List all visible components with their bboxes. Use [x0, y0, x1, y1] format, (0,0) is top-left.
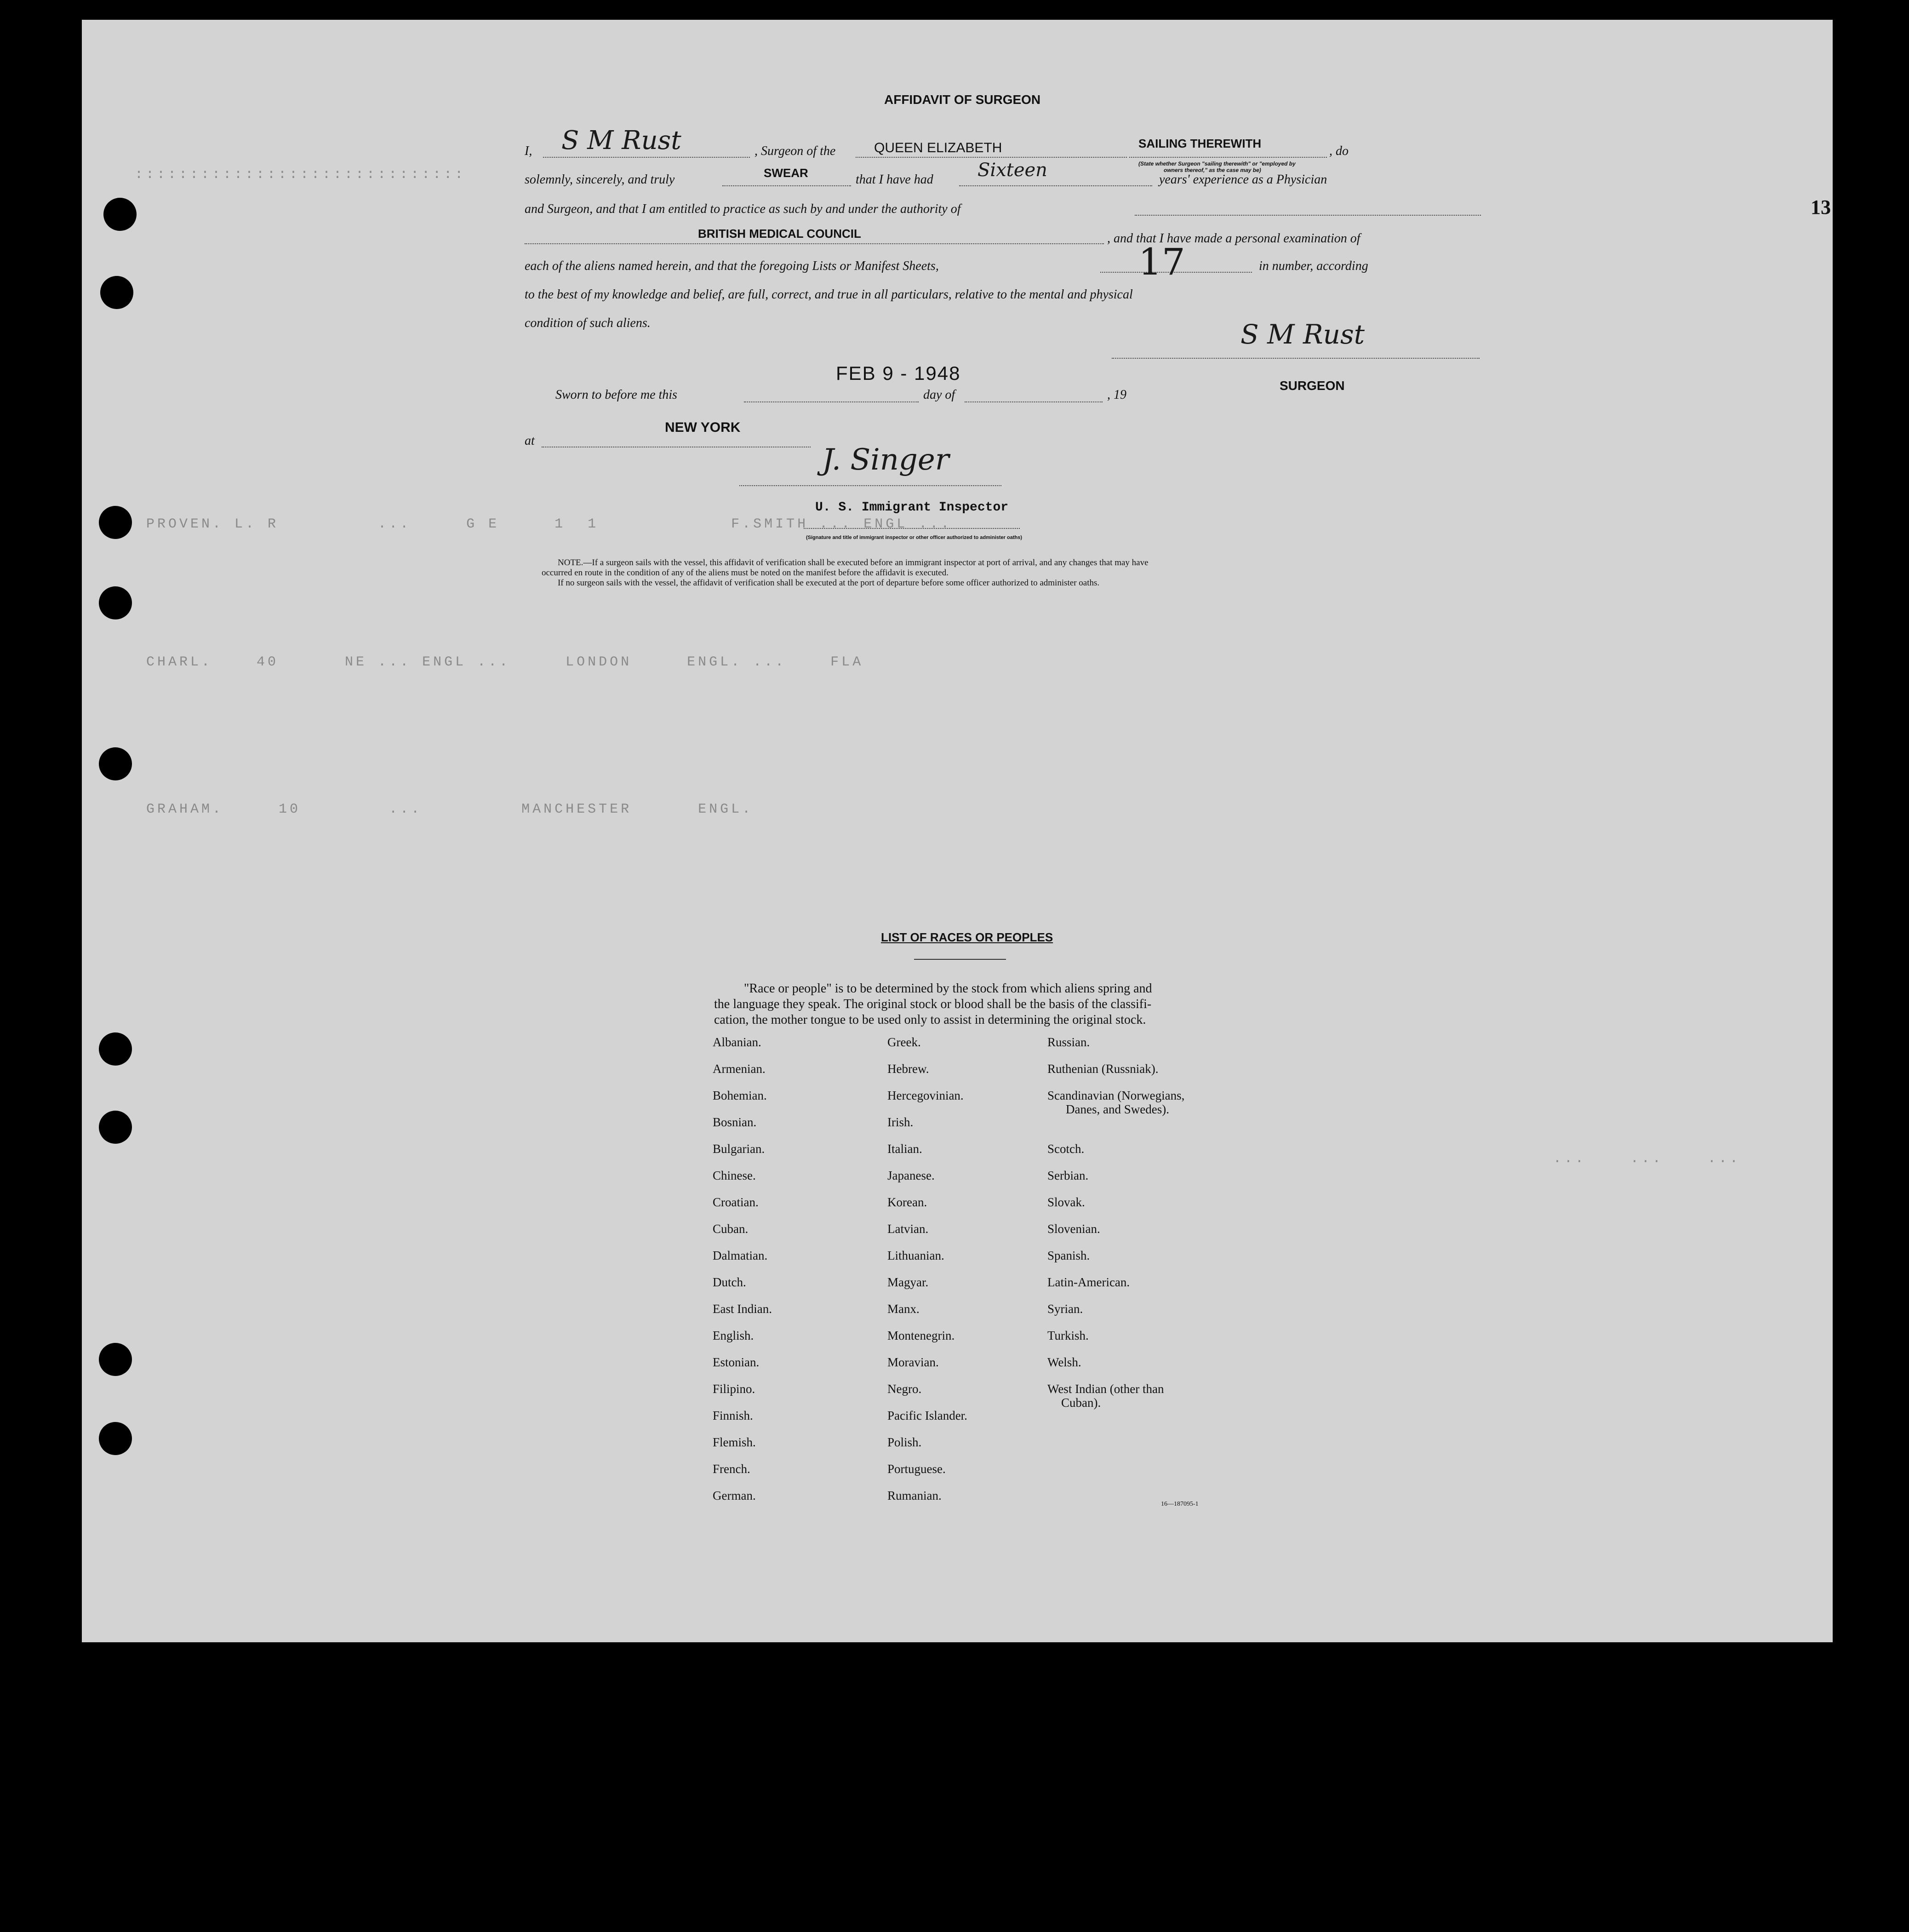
races-title-rule — [914, 959, 1006, 960]
text-surgeon-of: , Surgeon of the — [754, 144, 836, 158]
punch-hole — [99, 1422, 132, 1455]
race-item: Negro. — [887, 1382, 922, 1396]
race-item: Hebrew. — [887, 1062, 929, 1076]
race-item: East Indian. — [713, 1302, 772, 1316]
signature-line — [1112, 358, 1480, 359]
affidavit-line-5-end: in number, according — [1259, 259, 1368, 273]
race-item: Turkish. — [1047, 1329, 1089, 1342]
fill-line — [543, 157, 750, 158]
year-prefix: , 19 — [1107, 388, 1126, 402]
race-item: German. — [713, 1489, 756, 1502]
ship-name: QUEEN ELIZABETH — [874, 140, 1002, 155]
race-item: Latin-American. — [1047, 1275, 1130, 1289]
bleed-through-text: ... ... ... — [1553, 1151, 1741, 1167]
race-item: Syrian. — [1047, 1302, 1083, 1316]
race-item: Portuguese. — [887, 1462, 946, 1476]
years-handwritten: Sixteen — [977, 160, 1047, 181]
fill-line — [1135, 215, 1481, 216]
race-item: Scotch. — [1047, 1142, 1085, 1156]
state-note-1: (State whether Surgeon "sailing therewith" or "employed by — [1138, 161, 1296, 167]
race-item: Finnish. — [713, 1409, 753, 1422]
affidavit-note-3: If no surgeon sails with the vessel, the affidavit of verification shall be executed at the port of departure before some officer authorized to administer oaths. — [558, 578, 1100, 588]
race-item: Italian. — [887, 1142, 922, 1156]
race-item: Filipino. — [713, 1382, 755, 1396]
race-item: Bohemian. — [713, 1089, 767, 1102]
surgeon-signature-handwritten: S M Rust — [1240, 319, 1365, 350]
race-item: Magyar. — [887, 1275, 929, 1289]
race-item: Dalmatian. — [713, 1249, 768, 1262]
affidavit-line-5: each of the aliens named herein, and that the foregoing Lists or Manifest Sheets, — [525, 259, 939, 273]
race-item: Flemish. — [713, 1435, 756, 1449]
affidavit-line-6: to the best of my knowledge and belief, are full, correct, and true in all particulars, relative to the mental and physical — [525, 287, 1133, 302]
races-intro-1: "Race or people" is to be determined by the stock from which aliens spring and — [744, 981, 1152, 996]
surgeon-name-handwritten: S M Rust — [561, 126, 681, 155]
bleed-through-text: GRAHAM. 10 ... MANCHESTER ENGL. — [146, 802, 754, 817]
punch-hole — [99, 506, 132, 539]
race-item: Ruthenian (Russniak). — [1047, 1062, 1159, 1076]
document-sheet — [82, 20, 1833, 1642]
fill-line — [525, 243, 1104, 244]
race-item: Bulgarian. — [713, 1142, 765, 1156]
inspector-caption: (Signature and title of immigrant inspector or other officer authorized to administer oaths) — [806, 535, 1022, 540]
races-intro-2: the language they speak. The original stock or blood shall be the basis of the classifi- — [714, 997, 1152, 1011]
race-item: Lithuanian. — [887, 1249, 944, 1262]
at-text: at — [525, 434, 535, 448]
fill-line — [1129, 157, 1327, 158]
oath-type: SWEAR — [764, 166, 808, 180]
race-item: Moravian. — [887, 1355, 939, 1369]
fill-line — [856, 157, 1127, 158]
date-stamp: FEB 9 - 1948 — [836, 362, 961, 384]
affidavit-note-1: NOTE.—If a surgeon sails with the vessel, this affidavit of verification shall be executed before an immigrant inspector at port of arrival, and any changes that may have — [558, 558, 1149, 568]
bleed-through-text: :::::::::::::::::::::::::::::: — [135, 167, 466, 183]
race-item-west-indian — [1047, 1382, 1184, 1435]
races-title: LIST OF RACES OR PEOPLES — [881, 930, 1053, 944]
affidavit-title: AFFIDAVIT OF SURGEON — [884, 92, 1041, 107]
race-item: Slovak. — [1047, 1195, 1085, 1209]
race-item: French. — [713, 1462, 750, 1476]
signature-line — [804, 528, 1020, 529]
authority-name: BRITISH MEDICAL COUNCIL — [698, 227, 861, 241]
race-item: Estonian. — [713, 1355, 760, 1369]
text-that-i-have: that I have had — [856, 172, 933, 187]
race-item: Greek. — [887, 1035, 921, 1049]
race-item: Chinese. — [713, 1169, 756, 1182]
fill-line — [722, 185, 851, 186]
race-item: Rumanian. — [887, 1489, 942, 1502]
race-item: Welsh. — [1047, 1355, 1081, 1369]
affidavit-note-2: occurred en route in the condition of any of the aliens must be noted on the manifest before the affidavit is executed. — [542, 568, 949, 578]
bleed-through-text: PROVEN. L. R ... G E 1 1 F.SMITH ... ENGL ... — [146, 516, 952, 532]
race-item: Irish. — [887, 1115, 914, 1129]
day-of-text: day of — [923, 388, 955, 402]
fill-line — [744, 401, 919, 402]
surgeon-label: SURGEON — [1280, 378, 1345, 393]
page-number: 13 — [1811, 196, 1831, 218]
race-item: Albanian. — [713, 1035, 761, 1049]
race-item: Japanese. — [887, 1169, 935, 1182]
race-item: Montenegrin. — [887, 1329, 955, 1342]
punch-hole — [99, 1343, 132, 1376]
fill-line — [965, 401, 1103, 402]
race-item: Slovenian. — [1047, 1222, 1100, 1236]
text-solemnly: solemnly, sincerely, and truly — [525, 172, 675, 187]
inspector-signature-handwritten: J. Singer — [822, 443, 949, 477]
affidavit-line-3: and Surgeon, and that I am entitled to practice as such by and under the authority of — [525, 202, 961, 216]
race-item-line: Cuban). — [1061, 1396, 1101, 1410]
punch-hole — [99, 747, 132, 780]
signature-line — [739, 485, 1001, 486]
race-item: Latvian. — [887, 1222, 929, 1236]
punch-hole — [103, 198, 137, 231]
races-column-1 — [713, 1035, 772, 1515]
punch-hole — [99, 1032, 132, 1066]
form-code: 16—187095-1 — [1161, 1501, 1199, 1508]
bleed-through-text: CHARL. 40 NE ... ENGL ... LONDON ENGL. ... FLA — [146, 654, 864, 670]
race-item: Croatian. — [713, 1195, 759, 1209]
race-item: Manx. — [887, 1302, 920, 1316]
sheets-count-handwritten: 17 — [1138, 241, 1185, 283]
inspector-title: U. S. Immigrant Inspector — [815, 500, 1009, 515]
race-item: Bosnian. — [713, 1115, 757, 1129]
race-item-line: Danes, and Swedes). — [1066, 1102, 1169, 1116]
races-column-3 — [1047, 1035, 1184, 1435]
race-item: Pacific Islander. — [887, 1409, 967, 1422]
text-years: years' experience as a Physician — [1159, 172, 1327, 187]
punch-hole — [99, 586, 132, 619]
punch-hole — [100, 276, 133, 309]
race-item-line: West Indian (other than — [1047, 1382, 1164, 1396]
sworn-place: NEW YORK — [665, 420, 741, 435]
text-i: I, — [525, 144, 532, 158]
sworn-text: Sworn to before me this — [555, 388, 677, 402]
sailing-therewith: SAILING THEREWITH — [1138, 137, 1262, 150]
affidavit-line-7: condition of such aliens. — [525, 316, 651, 330]
text-do: , do — [1329, 144, 1349, 158]
race-item: Cuban. — [713, 1222, 749, 1236]
race-item: Spanish. — [1047, 1249, 1090, 1262]
race-item-scandinavian — [1047, 1089, 1184, 1142]
race-item: Russian. — [1047, 1035, 1090, 1049]
punch-hole — [99, 1111, 132, 1144]
race-item: Armenian. — [713, 1062, 766, 1076]
race-item: Hercegovinian. — [887, 1089, 964, 1102]
race-item: Serbian. — [1047, 1169, 1089, 1182]
state-note-2: owners thereof," as the case may be) — [1164, 167, 1261, 173]
race-item: Dutch. — [713, 1275, 746, 1289]
race-item: Korean. — [887, 1195, 927, 1209]
races-intro-3: cation, the mother tongue to be used only to assist in determining the original stock. — [714, 1013, 1146, 1027]
affidavit-line-4: , and that I have made a personal examination of — [1107, 231, 1360, 246]
fill-line — [959, 185, 1152, 186]
race-item: English. — [713, 1329, 754, 1342]
race-item: Polish. — [887, 1435, 922, 1449]
races-column-2 — [887, 1035, 967, 1515]
race-item-line: Scandinavian (Norwegians, — [1047, 1089, 1185, 1102]
